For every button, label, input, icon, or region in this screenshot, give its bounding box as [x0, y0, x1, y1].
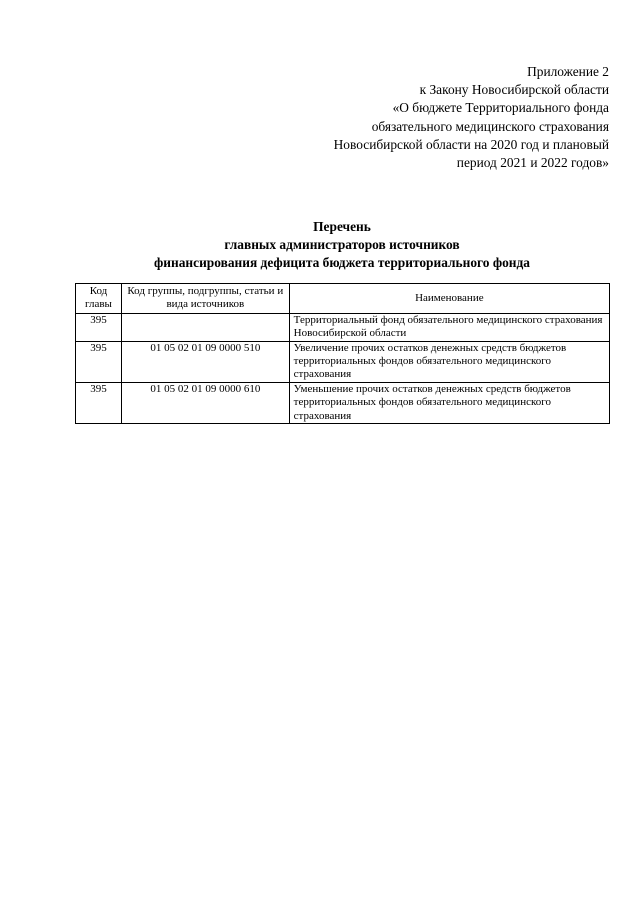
appendix-line: период 2021 и 2022 годов»	[456, 155, 609, 171]
cell-name: Увеличение прочих остатков денежных средств бюджетов территориальных фондов обязательного медицинского страхования	[289, 341, 609, 382]
table-header-row	[76, 284, 610, 314]
cell-name: Территориальный фонд обязательного медицинского страхования Новосибирской области	[289, 313, 609, 341]
cell-chapter-code: 395	[76, 382, 122, 423]
table-row	[76, 341, 610, 382]
cell-group-code	[121, 313, 289, 341]
table-row	[76, 313, 610, 341]
sources-table	[75, 283, 610, 424]
cell-group-code: 01 05 02 01 09 0000 510	[121, 341, 289, 382]
header-group-code: Код группы, подгруппы, статьи и вида источников	[121, 284, 289, 314]
appendix-line: к Закону Новосибирской области	[419, 82, 609, 98]
appendix-header	[249, 63, 609, 172]
cell-chapter-code: 395	[76, 313, 122, 341]
appendix-line: «О бюджете Территориального фонда	[392, 100, 609, 116]
table-row	[76, 382, 610, 423]
title-line: Перечень	[313, 219, 371, 234]
appendix-line: обязательного медицинского страхования	[371, 118, 609, 134]
header-chapter-code: Код главы	[76, 284, 122, 314]
appendix-line: Новосибирской области на 2020 год и плановый	[333, 136, 609, 152]
title-line: главных администраторов источников	[224, 237, 460, 252]
cell-group-code: 01 05 02 01 09 0000 610	[121, 382, 289, 423]
title-line: финансирования дефицита бюджета территориального фонда	[154, 255, 530, 270]
header-name: Наименование	[289, 284, 609, 314]
cell-name: Уменьшение прочих остатков денежных средств бюджетов территориальных фондов обязательного медицинского страхования	[289, 382, 609, 423]
appendix-line: Приложение 2	[527, 64, 609, 79]
document-title	[0, 218, 640, 272]
cell-chapter-code: 395	[76, 341, 122, 382]
